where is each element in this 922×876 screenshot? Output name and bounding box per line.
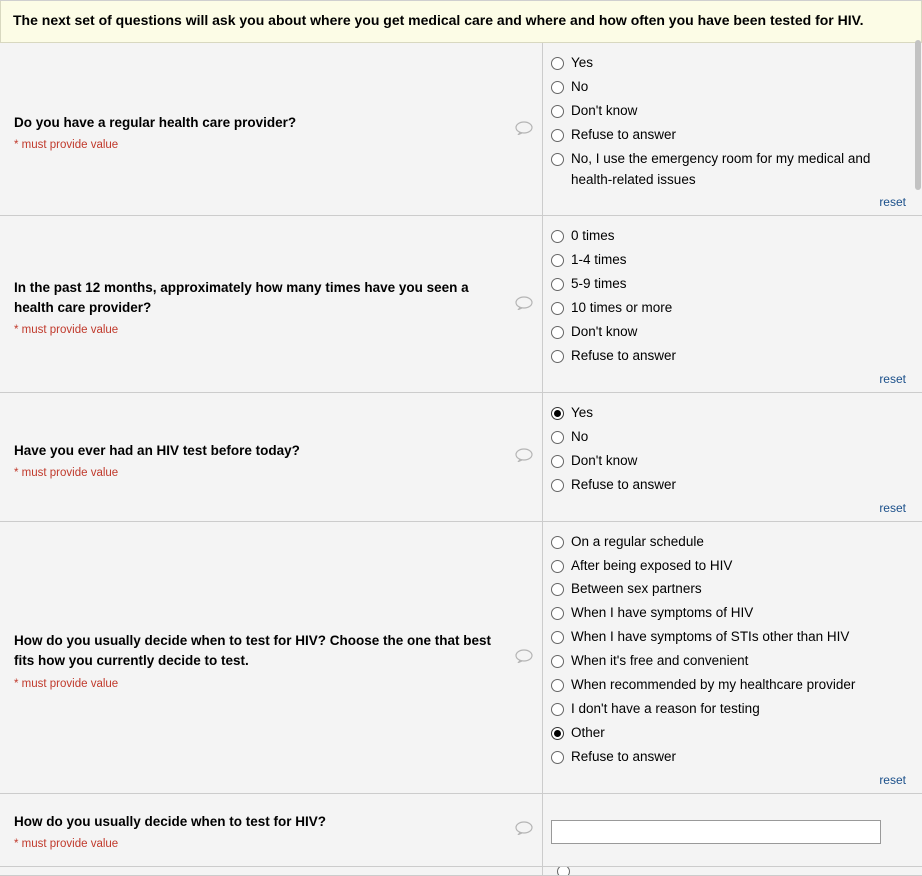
radio-button[interactable] [551, 479, 564, 492]
choice-option[interactable] [551, 427, 908, 448]
choice-option[interactable] [551, 403, 908, 424]
radio-button[interactable] [551, 57, 564, 70]
choice-option[interactable] [551, 603, 908, 624]
choice-label: 1-4 times [571, 252, 627, 268]
choice-option[interactable] [551, 274, 908, 295]
choice-label: Yes [571, 54, 594, 70]
question-choices-cell [542, 867, 922, 875]
choice-option[interactable] [551, 149, 908, 191]
choice-label: No [571, 78, 589, 94]
radio-button[interactable] [551, 727, 564, 740]
choice-option[interactable] [551, 346, 908, 367]
choice-option[interactable] [551, 451, 908, 472]
required-note: * must provide value [14, 466, 119, 479]
choice-label: Between sex partners [571, 581, 702, 597]
radio-button[interactable] [551, 583, 564, 596]
radio-button[interactable] [551, 560, 564, 573]
radio-button[interactable] [557, 867, 570, 876]
choice-label: Don't know [571, 324, 638, 340]
question-choices-cell [542, 522, 922, 793]
question-text: How do you usually decide when to test for HIV? [14, 813, 327, 829]
choice-label: No [571, 428, 589, 444]
choice-option[interactable] [551, 579, 908, 600]
choice-label: 0 times [571, 228, 615, 244]
comment-bubble-icon[interactable] [515, 448, 533, 465]
choice-label: When I have symptoms of HIV [571, 605, 754, 621]
radio-button[interactable] [551, 230, 564, 243]
radio-button[interactable] [551, 350, 564, 363]
radio-button[interactable] [551, 679, 564, 692]
question-text: Have you ever had an HIV test before today? [14, 442, 300, 458]
question-row-decide-when-to-test-other-text [0, 794, 922, 867]
radio-button[interactable] [551, 607, 564, 620]
radio-button[interactable] [551, 326, 564, 339]
question-text: In the past 12 months, approximately how many times have you seen a health care provider? [14, 279, 469, 316]
reset-link[interactable]: reset [879, 500, 906, 515]
radio-button[interactable] [551, 278, 564, 291]
question-row-visits-past-12-months [0, 216, 922, 393]
choice-label: After being exposed to HIV [571, 557, 733, 573]
radio-button[interactable] [551, 536, 564, 549]
choice-label: Refuse to answer [571, 348, 677, 364]
radio-button[interactable] [551, 455, 564, 468]
choice-option[interactable] [551, 675, 908, 696]
choice-option[interactable] [551, 125, 908, 146]
comment-cell [506, 393, 542, 521]
comment-bubble-icon[interactable] [515, 821, 533, 838]
choice-label: When recommended by my healthcare provider [571, 677, 856, 693]
question-answer-cell [542, 794, 922, 866]
choice-label: I don't have a reason for testing [571, 701, 760, 717]
question-row-ever-had-hiv-test [0, 393, 922, 522]
choice-label: On a regular schedule [571, 533, 704, 549]
choice-option[interactable] [551, 723, 908, 744]
question-choices-cell [542, 43, 922, 216]
required-note: * must provide value [14, 139, 119, 152]
choice-option[interactable] [551, 747, 908, 768]
radio-button[interactable] [551, 254, 564, 267]
radio-button[interactable] [551, 81, 564, 94]
choice-label: 5-9 times [571, 276, 627, 292]
choice-option[interactable] [551, 556, 908, 577]
choice-label: Don't know [571, 102, 638, 118]
radio-button[interactable] [551, 431, 564, 444]
question-choices-cell [542, 216, 922, 392]
choice-option[interactable] [551, 298, 908, 319]
radio-button[interactable] [551, 105, 564, 118]
choice-label: 10 times or more [571, 300, 673, 316]
choice-label: When I have symptoms of STIs other than HIV [571, 629, 850, 645]
question-row-decide-when-to-test [0, 522, 922, 794]
reset-link[interactable]: reset [879, 371, 906, 386]
choice-label: Don't know [571, 452, 638, 468]
comment-cell [506, 522, 542, 793]
question-text: How do you usually decide when to test for HIV? Choose the one that best fits how you currently decide to test. [14, 633, 492, 669]
section-banner: The next set of questions will ask you about where you get medical care and where and how often you have been tested for HIV. [0, 1, 922, 43]
choice-label: Refuse to answer [571, 476, 677, 492]
choice-label: No, I use the emergency room for my medical and health-related issues [571, 150, 871, 187]
choice-label: When it's free and convenient [571, 653, 749, 669]
required-note: * must provide value [14, 677, 119, 690]
comment-bubble-icon[interactable] [515, 296, 533, 313]
question-choices-cell [542, 393, 922, 521]
reset-link[interactable]: reset [879, 772, 906, 787]
radio-button[interactable] [551, 302, 564, 315]
required-note: * must provide value [14, 837, 119, 850]
question-prompt-cell [0, 867, 506, 875]
free-text-input[interactable] [551, 820, 881, 844]
choice-label: Refuse to answer [571, 126, 677, 142]
choice-option[interactable] [551, 322, 908, 343]
question-prompt-cell [0, 794, 506, 866]
radio-button[interactable] [551, 631, 564, 644]
reset-link[interactable]: reset [879, 195, 906, 210]
choice-option[interactable] [551, 226, 908, 247]
required-note: * must provide value [14, 324, 119, 337]
radio-button[interactable] [551, 129, 564, 142]
comment-cell [506, 794, 542, 866]
comment-cell [506, 867, 542, 875]
scrollbar-thumb[interactable] [915, 40, 921, 190]
radio-button[interactable] [551, 703, 564, 716]
choice-option[interactable] [557, 867, 908, 876]
choice-option[interactable] [551, 699, 908, 720]
question-prompt-cell [0, 522, 506, 793]
comment-cell [506, 43, 542, 216]
choice-option[interactable] [551, 475, 908, 496]
choice-option[interactable] [551, 101, 908, 122]
comment-bubble-icon[interactable] [515, 121, 533, 138]
question-prompt-cell [0, 393, 506, 521]
question-prompt-cell [0, 43, 506, 216]
comment-bubble-icon[interactable] [515, 649, 533, 666]
choice-option[interactable] [551, 651, 908, 672]
question-row-next-partial [0, 867, 922, 876]
page-scrollbar[interactable] [914, 0, 922, 776]
radio-button[interactable] [551, 751, 564, 764]
radio-button[interactable] [551, 655, 564, 668]
choice-option[interactable] [551, 532, 908, 553]
radio-button[interactable] [551, 407, 564, 420]
choice-label: Refuse to answer [571, 748, 677, 764]
radio-button[interactable] [551, 153, 564, 166]
choice-option[interactable] [551, 77, 908, 98]
choice-label: Other [571, 725, 605, 741]
question-prompt-cell [0, 216, 506, 392]
question-text: Do you have a regular health care provider? [14, 115, 297, 131]
question-row-regular-provider [0, 43, 922, 217]
choice-option[interactable] [551, 250, 908, 271]
choice-label: Yes [571, 404, 594, 420]
choice-option[interactable] [551, 53, 908, 74]
choice-option[interactable] [551, 627, 908, 648]
comment-cell [506, 216, 542, 392]
